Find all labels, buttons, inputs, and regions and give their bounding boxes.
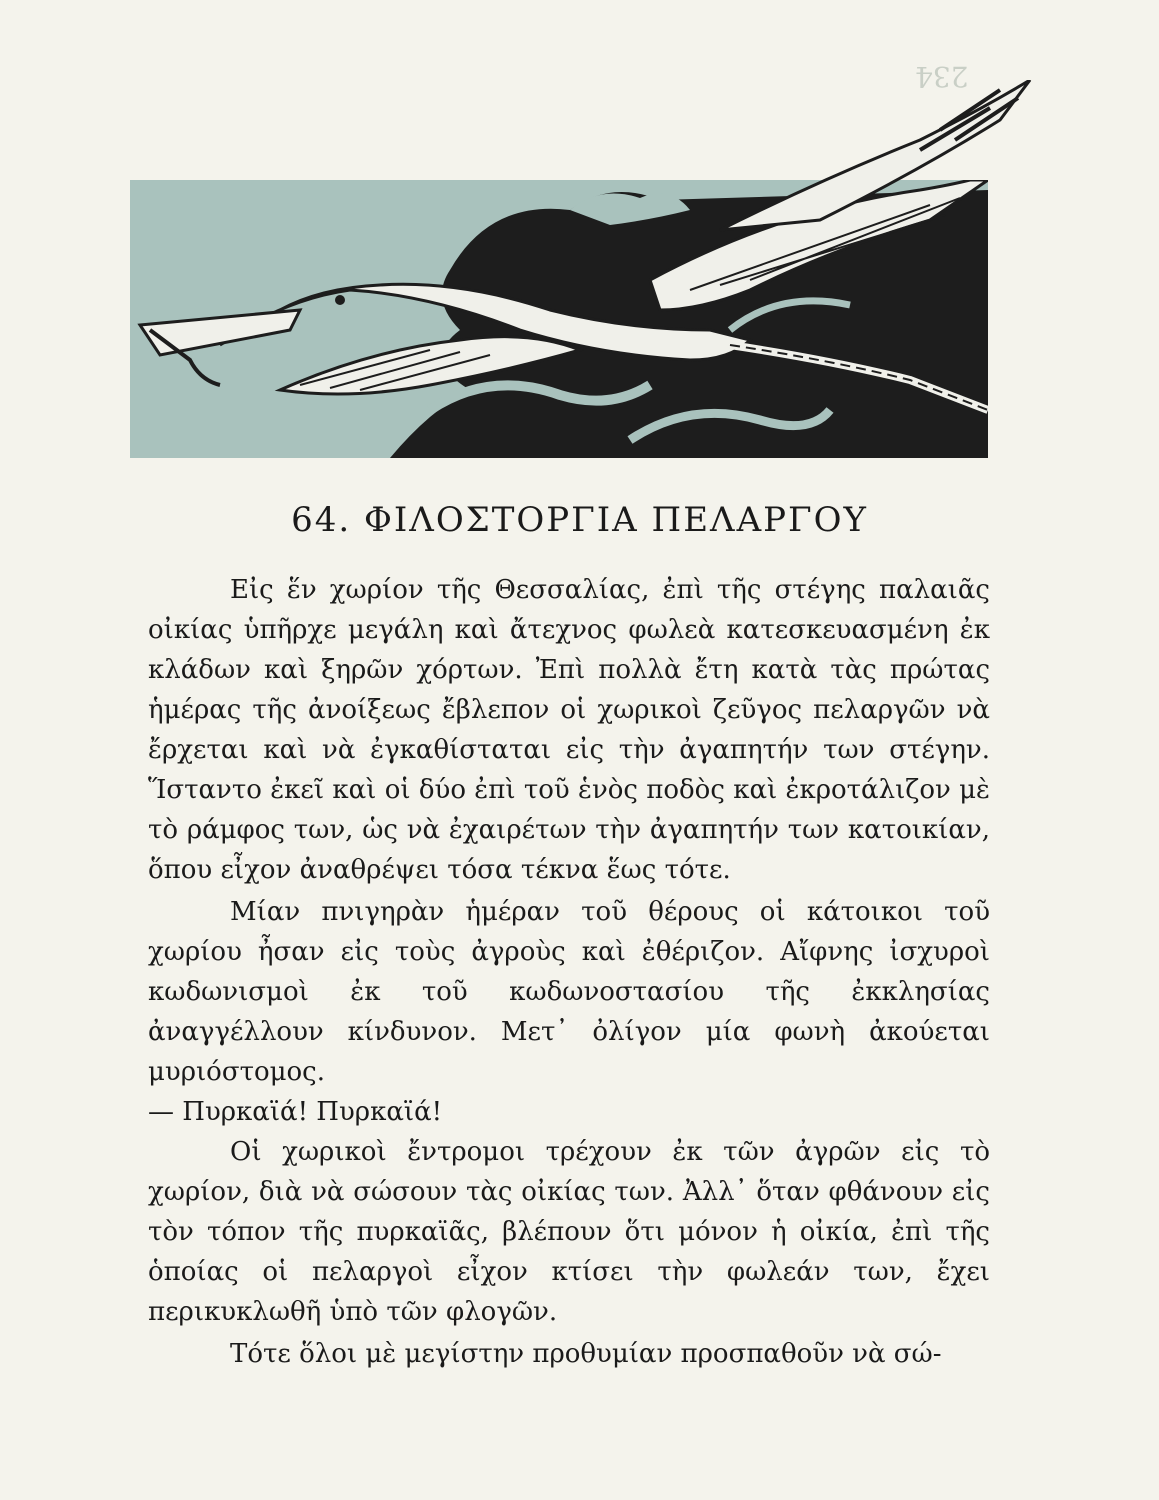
paragraph-1: Εἰς ἕν χωρίον τῆς Θεσσαλίας, ἐπὶ τῆς στέγης παλαιᾶς οἰκίας ὑπῆρχε μεγάλη καὶ ἄτεχνος φωλεὰ κατεσκευασμένη ἐκ κλάδων καὶ ξηρῶν χόρτων. Ἐπὶ πολλὰ ἔτη κατὰ τὰς πρώτας ἡμέρας τῆς ἀνοίξεως ἔβλεπον οἱ χωρικοὶ ζεῦγος πελαργῶν νὰ ἔρχεται καὶ νὰ ἐγκαθίσταται εἰς τὴν ἀγαπητήν των στέγην. Ἵσταντο ἐκεῖ καὶ οἱ δύο ἐπὶ τοῦ ἑνὸς ποδὸς καὶ ἐκροτάλιζον μὲ τὸ ράμφος των, ὡς νὰ ἐχαιρέτων τὴν ἀγαπητήν των κατοικίαν, ὅπου εἶχον ἀναθρέψει τόσα τέκνα ἕως τότε. [148, 575, 990, 885]
exclamation-line: — Πυρκαϊά! Πυρκαϊά! [148, 1097, 443, 1127]
paragraph-3: Οἱ χωρικοὶ ἔντρομοι τρέχουν ἐκ τῶν ἀγρῶν εἰς τὸ χωρίον, διὰ νὰ σώσουν τὰς οἰκίας των. Ἀλλ᾽ ὅταν φθάνουν εἰς τὸν τόπον τῆς πυρκαϊᾶς, βλέπουν ὅτι μόνον ἡ οἰκία, ἐπὶ τῆς ὁποίας οἱ πελαργοὶ εἶχον κτίσει τὴν φωλεάν των, ἔχει περικυκλωθῆ ὑπὸ τῶν φλογῶν. [148, 1137, 990, 1327]
body-text [148, 570, 990, 1374]
page-number: 234 [915, 60, 969, 93]
paragraph-4: Τότε ὅλοι μὲ μεγίστην προθυμίαν προσπαθοῦν νὰ σώ- [230, 1339, 942, 1369]
page-title: 64. ΦΙΛΟΣΤΟΡΓΙΑ ΠΕΛΑΡΓΟΥ [291, 500, 868, 540]
paragraph-2: Μίαν πνιγηρὰν ἡμέραν τοῦ θέρους οἱ κάτοικοι τοῦ χωρίου ἦσαν εἰς τοὺς ἀγροὺς καὶ ἐθέριζον. Αἴφνης ἰσχυροὶ κωδωνισμοὶ ἐκ τοῦ κωδωνοστασίου τῆς ἐκκλησίας ἀναγγέλλουν κίνδυνον. Μετ᾽ ὀλίγον μία φωνὴ ἀκούεται μυριόστομος. [148, 897, 990, 1087]
wing-tip-illustration [700, 80, 1040, 240]
